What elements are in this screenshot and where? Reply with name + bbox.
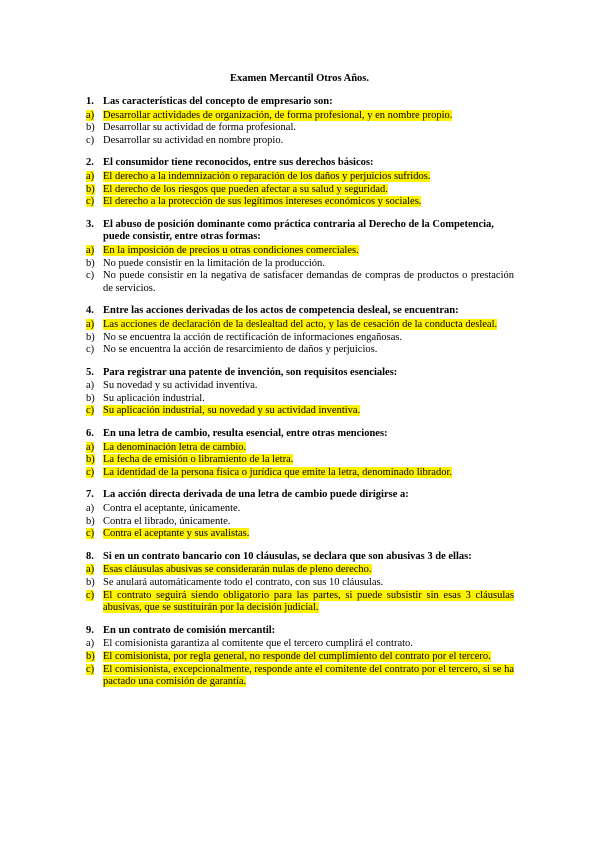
option-text-wrap: [103, 393, 514, 406]
answer-option: [86, 503, 514, 516]
option-letter-label: a): [86, 170, 95, 182]
question-number: 6.: [86, 428, 94, 440]
option-letter-label: c): [86, 466, 95, 478]
answer-option: [86, 245, 514, 258]
option-letter-label: a): [86, 441, 95, 453]
answer-option: [86, 442, 514, 455]
question-heading: [86, 625, 514, 638]
highlighted-answer-text: La identidad de la persona física o jurídica que emite la letra, denominado librador.: [103, 466, 452, 478]
option-letter-label: c): [86, 589, 95, 601]
option-text: No puede consistir en la negativa de satisfacer demandas de compras de productos o prestación de servicios.: [103, 270, 514, 294]
option-letter: [86, 664, 103, 689]
option-letter: [86, 344, 103, 357]
answer-option: [86, 516, 514, 529]
answer-option: [86, 664, 514, 689]
highlighted-answer-text: Desarrollar actividades de organización, de forma profesional, y en nombre propio.: [103, 109, 453, 121]
highlighted-answer-text: Contra el aceptante y sus avalistas.: [103, 528, 250, 540]
option-letter: [86, 258, 103, 271]
option-letter: [86, 638, 103, 651]
option-letter-label: c): [86, 270, 95, 282]
option-letter-label: a): [86, 503, 95, 515]
question-number: 4.: [86, 305, 94, 317]
option-text-wrap: [103, 380, 514, 393]
option-text-wrap: [103, 122, 514, 135]
option-letter: [86, 196, 103, 209]
answer-option: [86, 590, 514, 615]
option-letter: [86, 564, 103, 577]
question-text: Entre las acciones derivadas de los actos de competencia desleal, se encuentran:: [103, 305, 459, 317]
highlighted-answer-text: El derecho de los riesgos que pueden afectar a su salud y seguridad.: [103, 183, 388, 195]
question-number: 3.: [86, 218, 94, 230]
option-letter: [86, 270, 103, 295]
answer-option: [86, 344, 514, 357]
option-letter: [86, 516, 103, 529]
answer-option: [86, 184, 514, 197]
option-text-wrap: [103, 319, 514, 332]
option-text-wrap: [103, 454, 514, 467]
question-text: Para registrar una patente de invención, son requisitos esenciales:: [103, 366, 398, 378]
question-number: 2.: [86, 157, 94, 169]
option-text-wrap: [103, 184, 514, 197]
option-letter: [86, 110, 103, 123]
option-text-wrap: [103, 528, 514, 541]
question-item: [86, 625, 514, 689]
option-text-wrap: [103, 638, 514, 651]
question-item: [86, 96, 514, 147]
option-text-wrap: [103, 577, 514, 590]
highlighted-answer-text: El comisionista, por regla general, no responde del cumplimiento del contrato por el tercero.: [103, 650, 491, 662]
option-text: No se encuentra la acción de rectificación de informaciones engañosas.: [103, 331, 403, 343]
question-item: [86, 305, 514, 356]
answer-option: [86, 393, 514, 406]
answer-option: [86, 467, 514, 480]
option-text-wrap: [103, 196, 514, 209]
answer-option: [86, 380, 514, 393]
option-letter-label: c): [86, 528, 95, 540]
option-letter-label: c): [86, 405, 95, 417]
highlighted-answer-text: El derecho a la protección de sus legítimos intereses económicos y sociales.: [103, 196, 422, 208]
answer-option: [86, 528, 514, 541]
option-text-wrap: [103, 564, 514, 577]
question-item: [86, 489, 514, 540]
option-text-wrap: [103, 110, 514, 123]
question-text: El abuso de posición dominante como práctica contraria al Derecho de la Competencia, puede consistir, entre otras formas:: [103, 218, 494, 243]
question-item: [86, 428, 514, 479]
answer-option: [86, 319, 514, 332]
question-number: 7.: [86, 489, 94, 501]
option-letter: [86, 503, 103, 516]
option-letter-label: c): [86, 134, 95, 146]
option-letter-label: b): [86, 183, 95, 195]
option-letter-label: a): [86, 380, 95, 392]
question-number: 5.: [86, 366, 94, 378]
option-letter-label: a): [86, 564, 95, 576]
highlighted-answer-text: En la imposición de precios u otras condiciones comerciales.: [103, 244, 359, 256]
option-text: No puede consistir en la limitación de la producción.: [103, 257, 325, 269]
option-letter: [86, 528, 103, 541]
question-heading: [86, 96, 514, 109]
option-letter-label: b): [86, 331, 95, 343]
answer-option: [86, 564, 514, 577]
highlighted-answer-text: Su aplicación industrial, su novedad y su actividad inventiva.: [103, 405, 361, 417]
option-letter-label: c): [86, 196, 95, 208]
question-text: La acción directa derivada de una letra de cambio puede dirigirse a:: [103, 489, 409, 501]
option-letter-label: b): [86, 392, 95, 404]
option-letter-label: c): [86, 344, 95, 356]
question-item: [86, 219, 514, 296]
question-text: Las características del concepto de empresario son:: [103, 96, 333, 107]
option-letter: [86, 332, 103, 345]
option-letter-label: b): [86, 650, 95, 662]
option-text-wrap: [103, 332, 514, 345]
option-letter-label: a): [86, 318, 95, 330]
answer-option: [86, 258, 514, 271]
answer-option: [86, 270, 514, 295]
option-letter: [86, 393, 103, 406]
option-text-wrap: [103, 503, 514, 516]
document-title: Examen Mercantil Otros Años.: [229, 73, 370, 84]
option-text: Contra el aceptante, únicamente.: [103, 503, 241, 515]
option-text: El comisionista garantiza al comitente que el tercero cumplirá el contrato.: [103, 638, 413, 650]
question-number: 9.: [86, 624, 94, 636]
option-text: Desarrollar su actividad en nombre propio.: [103, 134, 284, 146]
highlighted-answer-text: Las acciones de declaración de la deslealtad del acto, y las de cesación de la conducta desleal.: [103, 318, 498, 330]
option-text-wrap: [103, 590, 514, 615]
option-letter: [86, 184, 103, 197]
option-letter-label: a): [86, 638, 95, 650]
highlighted-answer-text: Esas cláusulas abusivas se considerarán nulas de pleno derecho.: [103, 564, 372, 576]
answer-option: [86, 405, 514, 418]
option-text-wrap: [103, 270, 514, 295]
question-item: [86, 551, 514, 615]
option-letter-label: b): [86, 577, 95, 588]
answer-option: [86, 135, 514, 148]
answer-option: [86, 196, 514, 209]
option-text-wrap: [103, 258, 514, 271]
highlighted-answer-text: La fecha de emisión o libramiento de la letra.: [103, 454, 294, 466]
answer-option: [86, 577, 514, 590]
option-text: Su novedad y su actividad inventiva.: [103, 380, 258, 392]
highlighted-answer-text: El derecho a la indemnización o reparación de los daños y perjuicios sufridos.: [103, 170, 431, 182]
question-heading: [86, 551, 514, 564]
option-letter: [86, 135, 103, 148]
option-text: Se anulará automáticamente todo el contrato, con sus 10 cláusulas.: [103, 577, 384, 588]
option-text: Su aplicación industrial.: [103, 392, 205, 404]
question-number: 1.: [86, 96, 94, 107]
highlighted-answer-text: El contrato seguirá siendo obligatorio para las partes, si puede subsistir sin esas 3 cláusulas abusivas, que se sustituirán por la decisión judicial.: [103, 589, 514, 614]
option-text: Contra el librado, únicamente.: [103, 515, 231, 527]
option-text-wrap: [103, 344, 514, 357]
question-heading: [86, 219, 514, 244]
option-letter: [86, 245, 103, 258]
answer-option: [86, 651, 514, 664]
question-list: [86, 96, 514, 699]
option-text-wrap: [103, 516, 514, 529]
option-letter: [86, 405, 103, 418]
question-number: 8.: [86, 550, 94, 562]
option-letter: [86, 442, 103, 455]
answer-option: [86, 332, 514, 345]
answer-option: [86, 638, 514, 651]
option-letter-label: b): [86, 454, 95, 466]
option-letter: [86, 171, 103, 184]
option-text: Desarrollar su actividad de forma profesional.: [103, 122, 297, 134]
option-letter: [86, 467, 103, 480]
question-heading: [86, 157, 514, 170]
answer-option: [86, 110, 514, 123]
option-letter: [86, 590, 103, 615]
question-text: En un contrato de comisión mercantil:: [103, 624, 276, 636]
option-text-wrap: [103, 664, 514, 689]
option-letter-label: a): [86, 244, 95, 256]
question-heading: [86, 489, 514, 502]
question-heading: [86, 367, 514, 380]
question-heading: [86, 428, 514, 441]
option-letter-label: a): [86, 109, 95, 121]
option-letter: [86, 380, 103, 393]
question-text: Si en un contrato bancario con 10 cláusulas, se declara que son abusivas 3 de ellas:: [103, 550, 472, 562]
option-letter-label: b): [86, 122, 95, 134]
option-text-wrap: [103, 135, 514, 148]
option-letter-label: c): [86, 663, 95, 675]
highlighted-answer-text: La denominación letra de cambio.: [103, 441, 247, 453]
option-letter: [86, 319, 103, 332]
question-item: [86, 157, 514, 208]
option-text-wrap: [103, 245, 514, 258]
answer-option: [86, 122, 514, 135]
option-letter-label: b): [86, 515, 95, 527]
question-text: El consumidor tiene reconocidos, entre sus derechos básicos:: [103, 157, 374, 169]
highlighted-answer-text: El comisionista, excepcionalmente, responde ante el comitente del contrato por el tercero, si se ha pactado una comisión de garantía.: [103, 663, 514, 688]
option-text-wrap: [103, 442, 514, 455]
option-letter: [86, 122, 103, 135]
answer-option: [86, 454, 514, 467]
question-heading: [86, 305, 514, 318]
question-text: En una letra de cambio, resulta esencial, entre otras menciones:: [103, 428, 388, 440]
answer-option: [86, 171, 514, 184]
option-text-wrap: [103, 651, 514, 664]
option-text-wrap: [103, 171, 514, 184]
question-item: [86, 367, 514, 418]
option-text: No se encuentra la acción de resarcimiento de daños y perjuicios.: [103, 344, 378, 356]
option-letter-label: b): [86, 257, 95, 269]
option-text-wrap: [103, 467, 514, 480]
option-letter: [86, 577, 103, 590]
option-letter: [86, 651, 103, 664]
option-text-wrap: [103, 405, 514, 418]
option-letter: [86, 454, 103, 467]
